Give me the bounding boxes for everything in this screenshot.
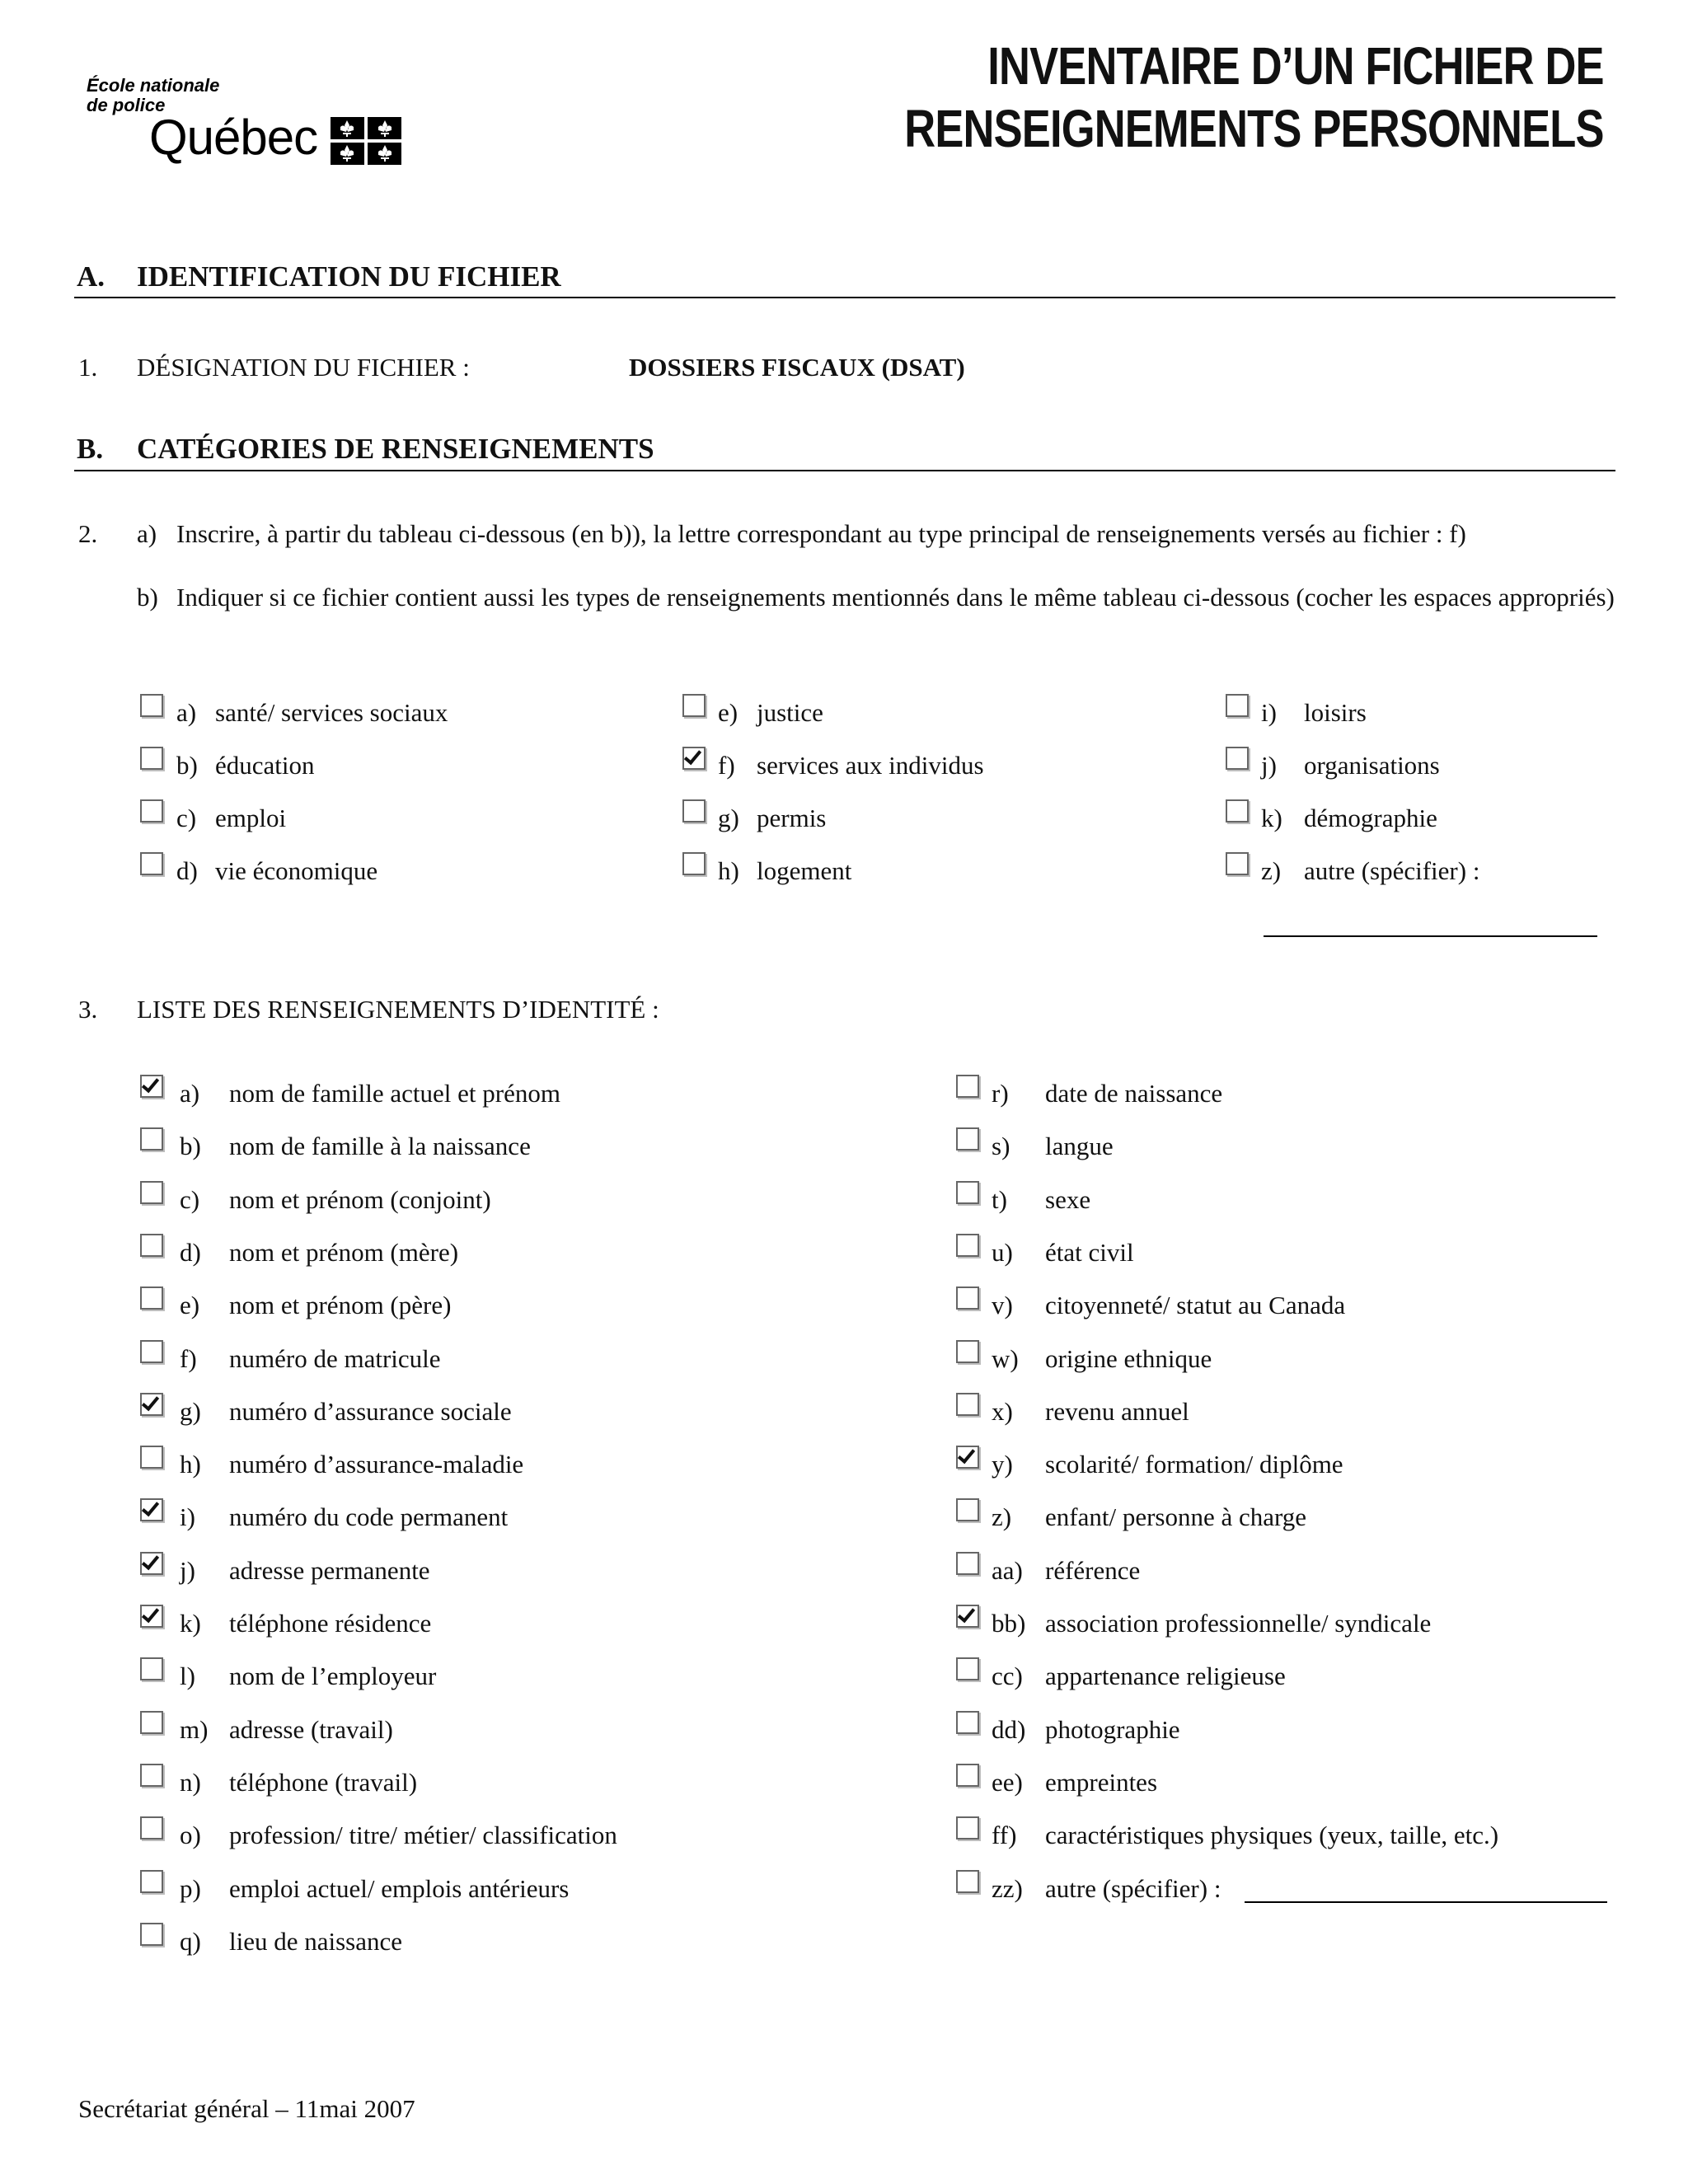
quebec-fleurdelise-icon (331, 117, 401, 165)
section-a-rule (74, 297, 1615, 298)
identity-u-label: état civil (1045, 1238, 1134, 1267)
identity-b-letter: b) (180, 1132, 201, 1160)
identity-n-checkbox[interactable] (140, 1764, 163, 1787)
identity-w-checkbox[interactable] (956, 1340, 979, 1363)
identity-k-label: téléphone résidence (229, 1609, 432, 1638)
identity-a-label: nom de famille actuel et prénom (229, 1079, 560, 1108)
identity-m-checkbox[interactable] (140, 1711, 163, 1734)
section-b-rule (74, 470, 1615, 471)
identity-ee-label: empreintes (1045, 1768, 1158, 1797)
category-a-label: santé/ services sociaux (215, 698, 448, 727)
identity-o-letter: o) (180, 1821, 201, 1849)
identity-o-label: profession/ titre/ métier/ classification (229, 1821, 617, 1849)
identity-h-checkbox[interactable] (140, 1446, 163, 1469)
identity-u-checkbox[interactable] (956, 1234, 979, 1257)
category-h-label: logement (757, 856, 852, 885)
identity-z-checkbox[interactable] (956, 1498, 979, 1521)
identity-f-label: numéro de matricule (229, 1344, 441, 1373)
identity-b-label: nom de famille à la naissance (229, 1132, 531, 1160)
category-h-letter: h) (718, 856, 739, 885)
identity-c-letter: c) (180, 1185, 200, 1214)
identity-h-letter: h) (180, 1450, 201, 1479)
identity-r-checkbox[interactable] (956, 1075, 979, 1098)
identity-d-label: nom et prénom (mère) (229, 1238, 459, 1267)
item2-number: 2. (78, 519, 98, 548)
identity-dd-letter: dd) (992, 1715, 1026, 1744)
identity-i-label: numéro du code permanent (229, 1502, 509, 1531)
identity-q-letter: q) (180, 1927, 201, 1956)
identity-p-label: emploi actuel/ emplois antérieurs (229, 1874, 570, 1903)
identity-j-label: adresse permanente (229, 1556, 430, 1585)
identity-zz-letter: zz) (992, 1874, 1023, 1903)
identity-g-checkbox[interactable] (140, 1393, 163, 1416)
category-h-checkbox[interactable] (682, 852, 706, 875)
category-z-label: autre (spécifier) : (1304, 856, 1480, 885)
identity-s-label: langue (1045, 1132, 1114, 1160)
section-a-number: A. (77, 260, 106, 293)
identity-i-checkbox[interactable] (140, 1498, 163, 1521)
category-a-checkbox[interactable] (140, 694, 163, 717)
identity-o-checkbox[interactable] (140, 1816, 163, 1840)
identity-s-checkbox[interactable] (956, 1127, 979, 1151)
title-line2: RENSEIGNEMENTS PERSONNELS (904, 99, 1604, 158)
category-b-letter: b) (176, 751, 198, 780)
category-b-checkbox[interactable] (140, 747, 163, 770)
identity-v-label: citoyenneté/ statut au Canada (1045, 1291, 1346, 1319)
identity-aa-letter: aa) (992, 1556, 1023, 1585)
category-g-checkbox[interactable] (682, 799, 706, 823)
identity-m-label: adresse (travail) (229, 1715, 393, 1744)
identity-ee-checkbox[interactable] (956, 1764, 979, 1787)
document-title (905, 35, 1604, 160)
identity-zz-label: autre (spécifier) : (1045, 1874, 1221, 1903)
identity-aa-label: référence (1045, 1556, 1141, 1585)
item3-number: 3. (78, 995, 98, 1024)
identity-y-letter: y) (992, 1450, 1013, 1479)
item2a-text: Inscrire, à partir du tableau ci-dessous (en b)), la lettre correspondant au type principal de renseignements versés au fichier : f) (176, 519, 1466, 548)
identity-a-letter: a) (180, 1079, 200, 1108)
identity-n-letter: n) (180, 1768, 201, 1797)
identity-dd-checkbox[interactable] (956, 1711, 979, 1734)
category-g-letter: g) (718, 804, 739, 832)
identity-e-label: nom et prénom (père) (229, 1291, 452, 1319)
item2b-text: Indiquer si ce fichier contient aussi les types de renseignements mentionnés dans le même tableau ci-dessous (cocher les espaces appropriés) (176, 583, 1615, 612)
identity-aa-checkbox[interactable] (956, 1552, 979, 1575)
identity-v-checkbox[interactable] (956, 1286, 979, 1310)
identity-ff-letter: ff) (992, 1821, 1017, 1849)
identity-bb-letter: bb) (992, 1609, 1026, 1638)
identity-l-letter: l) (180, 1661, 195, 1690)
category-d-label: vie économique (215, 856, 378, 885)
section-b-title: CATÉGORIES DE RENSEIGNEMENTS (137, 433, 654, 465)
category-j-checkbox[interactable] (1226, 747, 1249, 770)
identity-ee-letter: ee) (992, 1768, 1023, 1797)
identity-q-checkbox[interactable] (140, 1923, 163, 1946)
identity-r-letter: r) (992, 1079, 1009, 1108)
identity-i-letter: i) (180, 1502, 195, 1531)
category-f-letter: f) (718, 751, 735, 780)
identity-ff-label: caractéristiques physiques (yeux, taille, etc.) (1045, 1821, 1499, 1849)
identity-n-label: téléphone (travail) (229, 1768, 418, 1797)
category-i-letter: i) (1261, 698, 1277, 727)
category-i-checkbox[interactable] (1226, 694, 1249, 717)
identity-t-checkbox[interactable] (956, 1181, 979, 1204)
section-b-number: B. (77, 433, 104, 465)
category-g-label: permis (757, 804, 827, 832)
category-other-blank[interactable] (1264, 935, 1597, 937)
category-c-letter: c) (176, 804, 197, 832)
identity-bb-checkbox[interactable] (956, 1605, 979, 1628)
footer: Secrétariat général – 11mai 2007 (78, 2094, 415, 2123)
identity-p-letter: p) (180, 1874, 201, 1903)
identity-g-letter: g) (180, 1397, 201, 1426)
category-k-label: démographie (1304, 804, 1437, 832)
identity-x-checkbox[interactable] (956, 1393, 979, 1416)
category-d-checkbox[interactable] (140, 852, 163, 875)
identity-zz-checkbox[interactable] (956, 1870, 979, 1893)
category-e-label: justice (757, 698, 823, 727)
identity-x-label: revenu annuel (1045, 1397, 1189, 1426)
category-k-checkbox[interactable] (1226, 799, 1249, 823)
item1-label: DÉSIGNATION DU FICHIER : (137, 353, 470, 382)
identity-f-checkbox[interactable] (140, 1340, 163, 1363)
identity-e-letter: e) (180, 1291, 200, 1319)
category-k-letter: k) (1261, 804, 1282, 832)
item2b-letter: b) (137, 583, 158, 612)
identity-t-letter: t) (992, 1185, 1007, 1214)
category-a-letter: a) (176, 698, 197, 727)
identity-w-label: origine ethnique (1045, 1344, 1212, 1373)
identity-u-letter: u) (992, 1238, 1013, 1267)
category-i-label: loisirs (1304, 698, 1367, 727)
item3-title: LISTE DES RENSEIGNEMENTS D’IDENTITÉ : (137, 995, 659, 1024)
identity-r-label: date de naissance (1045, 1079, 1223, 1108)
identity-l-label: nom de l’employeur (229, 1661, 437, 1690)
identity-j-checkbox[interactable] (140, 1552, 163, 1575)
identity-z-letter: z) (992, 1502, 1012, 1531)
identity-z-label: enfant/ personne à charge (1045, 1502, 1307, 1531)
category-e-letter: e) (718, 698, 738, 727)
identity-y-checkbox[interactable] (956, 1446, 979, 1469)
identity-f-letter: f) (180, 1344, 197, 1373)
identity-h-label: numéro d’assurance-maladie (229, 1450, 524, 1479)
identity-cc-checkbox[interactable] (956, 1657, 979, 1680)
identity-ff-checkbox[interactable] (956, 1816, 979, 1840)
identity-bb-label: association professionnelle/ syndicale (1045, 1609, 1432, 1638)
identity-p-checkbox[interactable] (140, 1870, 163, 1893)
identity-k-checkbox[interactable] (140, 1605, 163, 1628)
identity-c-label: nom et prénom (conjoint) (229, 1185, 491, 1214)
identity-x-letter: x) (992, 1397, 1013, 1426)
logo-line1: École nationale (87, 75, 220, 96)
category-c-checkbox[interactable] (140, 799, 163, 823)
identity-t-label: sexe (1045, 1185, 1091, 1214)
identity-m-letter: m) (180, 1715, 209, 1744)
item2a-letter: a) (137, 519, 157, 548)
identity-d-letter: d) (180, 1238, 201, 1267)
category-b-label: éducation (215, 751, 315, 780)
item1-number: 1. (78, 353, 98, 382)
identity-dd-label: photographie (1045, 1715, 1180, 1744)
identity-a-checkbox[interactable] (140, 1075, 163, 1098)
identity-k-letter: k) (180, 1609, 201, 1638)
identity-e-checkbox[interactable] (140, 1286, 163, 1310)
category-f-checkbox[interactable] (682, 747, 706, 770)
identity-l-checkbox[interactable] (140, 1657, 163, 1680)
category-z-letter: z) (1261, 856, 1282, 885)
category-z-checkbox[interactable] (1226, 852, 1249, 875)
category-j-letter: j) (1261, 751, 1277, 780)
identity-d-checkbox[interactable] (140, 1234, 163, 1257)
title-line1: INVENTAIRE D’UN FICHIER DE (987, 36, 1604, 96)
section-a-title: IDENTIFICATION DU FICHIER (137, 260, 561, 293)
file-designation-value: DOSSIERS FISCAUX (DSAT) (629, 353, 965, 382)
identity-w-letter: w) (992, 1344, 1019, 1373)
identity-v-letter: v) (992, 1291, 1013, 1319)
category-c-label: emploi (215, 804, 287, 832)
identity-g-label: numéro d’assurance sociale (229, 1397, 512, 1426)
identity-q-label: lieu de naissance (229, 1927, 403, 1956)
identity-y-label: scolarité/ formation/ diplôme (1045, 1450, 1343, 1479)
identity-s-letter: s) (992, 1132, 1010, 1160)
logo (87, 74, 416, 173)
identity-other-blank[interactable] (1245, 1901, 1607, 1903)
category-j-label: organisations (1304, 751, 1440, 780)
category-e-checkbox[interactable] (682, 694, 706, 717)
logo-line2: de police (87, 95, 166, 115)
identity-cc-letter: cc) (992, 1661, 1023, 1690)
identity-cc-label: appartenance religieuse (1045, 1661, 1286, 1690)
identity-j-letter: j) (180, 1556, 195, 1585)
category-f-label: services aux individus (757, 751, 984, 780)
identity-b-checkbox[interactable] (140, 1127, 163, 1151)
identity-c-checkbox[interactable] (140, 1181, 163, 1204)
logo-quebec: Québec (149, 110, 318, 165)
category-d-letter: d) (176, 856, 198, 885)
